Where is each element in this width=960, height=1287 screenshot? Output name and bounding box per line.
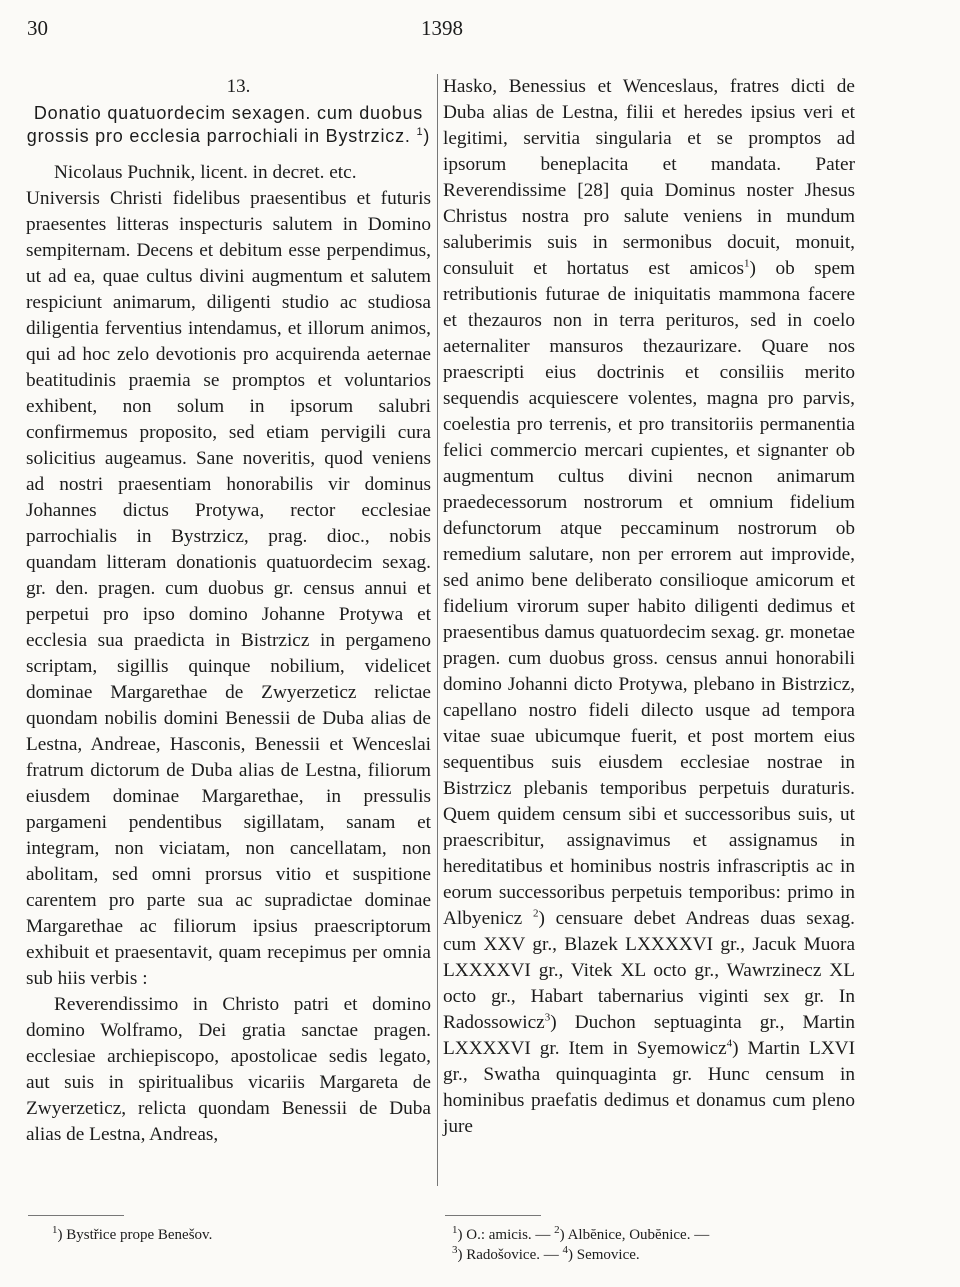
body-paragraph: Universis Christi fidelibus praesentibus et futuris praesentes litteras inspecturis salutem in Domino sempiternam. Decens et debitum esse perpendimus, ut ad ea, quae cultus divini augmentum et salutem respiciunt animarum, diligenti studio ac studiosa diligentia ferventius intendamus, et illorum animos, qui ad hoc zelo devotionis pro acquirenda aeternae beatitudinis praemia se promptos et voluntarios exhibent, non solum in ipsorum salubri confirmemus proposito, sed etiam pervigili cura solicitius augeamus. Sane noveritis, quod veniens ad nostri praesentiam honorabilis vir dominus Johannes dictus Protywa, rector ecclesiae parrochialis in Bystrzicz, prag. dioc., nobis quandam litteram donationis quatuordecim sexag. gr. den. pragen. cum duobus gr. census annui et perpetui pro ipso domino Johanne Protywa et ecclesia sua praedicta in Bistrzicz in pergameno scriptam, sigillis quinque nobilium, videlicet dominae Margarethae de Zwyerzeticz relictae quondam nobilis domini Benessii de Duba alias de Lestna, Andreae, Hasconis, Benessii et Wenceslai fratrum dictorum de Duba alias de Lestna, filiorum eiusdem dominae Margarethae, in pressulis pargameni pendentibus sigillatam, sanam et integram, non viciatam, non cancellatam, non abolitam, sed omni prorsus vitio et suspitione carentem pro parte sua ac supradictae dominae Margarethae ac filiorum ipsius praescriptorum exhibuit et praesentavit, quam recepimus per omnia sub hiis verbis : [26, 188, 431, 989]
footnote-text: Radošovice. — [466, 1247, 559, 1263]
document-number: 13. [226, 76, 251, 97]
footnote-marker: 2 [554, 1224, 560, 1236]
footnotes-right [452, 1225, 852, 1265]
footnote-marker: 4 [562, 1244, 568, 1256]
footnote-text: O.: amicis. — [466, 1227, 551, 1243]
text-run: censuare debet Andreas duas sexag. cum XXV gr., Blazek LXXXXVI gr., Jacuk Muora LXXXXVI gr., Vitek XL octo gr., Wawrzinecz XL octo gr., Habart tabernarius viginti sex gr. In Radossowicz [443, 908, 855, 1033]
text-run: Martin LXVI gr., Swatha quinquaginta gr. Hunc censum in hominibus praefatis dedimus et donamus cum pleno jure [443, 1038, 855, 1137]
left-column [26, 74, 431, 1148]
footnote-ref: 1 [743, 257, 750, 270]
footnote-text: Bystřice prope Benešov. [66, 1227, 213, 1243]
footnote-line: $^3$) Radošovice. — $^4$) Semovice. [452, 1244, 640, 1263]
footnote-marker: 3 [452, 1244, 458, 1256]
footnote-ref: 3 [544, 1011, 551, 1024]
footnote-text: Semovice. [576, 1247, 640, 1263]
footnote-ref: 4 [726, 1037, 733, 1050]
footnote-line: $^1$) O.: amicis. — $^2$) Albĕnice, Oubĕnice. — [452, 1224, 710, 1243]
footnote-ref: 2 [532, 907, 539, 920]
text-run: ob spem retributionis futurae de iniquitatis mammona facere et thezauros non in terra perituros, sed in coelo aeternaliter mansuros thezaurizare. Quare nos praescripti eius doctrinis et consiliis merito sequendis acquiescere volentes, magna pro parvis, coelestia pro terrenis, et pro transitoriis permanentia felici commercio mercari cupientes, et signanter ob augmentum cultus divini necnon animarum praedecessorum nostrorum et omnium fidelium defunctorum atque peccaminum nostrorum ob remedium salutare, non per errorem aut improvide, sed animo bene deliberato consilioque amicorum et fidelium virorum super habito diligenti dedimus et praesentibus damus quatuordecim sexag. gr. monetae pragen. cum duobus gross. census annui honorabili domino Johanni dicto Protywa, plebano in Bistrzicz, capellano nostro fideli dilecto usque ad tempora vitae suae ubicumque fuerit, et post mortem eius sequentibus suis eiusdem ecclesiae nostrae in Bistrzicz plebanis temporibus perpetuis duraturis. Quem quidem censum sibi et successoribus suis, ut praescribitur, assignavimus et assignamus in hereditatibus et hominibus nostris infrascriptis ac in eorum successoribus perpetuis temporibus: primo in Albyenicz [443, 258, 855, 929]
document-title: Donatio quatuordecim sexagen. cum duobus grossis pro ecclesia parrochiali in Bystrzicz. $^1$) [26, 103, 431, 146]
body-paragraph: Hasko, Benessius et Wenceslaus, fratres dicti de Duba alias de Lestna, filii et heredes ipsius veri et legitimi, servitia singularia et se promptos ad ipsorum beneplacita et mandata. Pater Reverendissime [28] quia Dominus noster Jhesus Christus nostra pro salute veniens in mundum saluberimis suis in sermonibus docuit, monuit, consuluit et hortatus est amicos$^1$) ob spem retributionis futurae de iniquitatis mammona facere et thezauros non in terra perituros, sed in coelo aeternaliter mansuros thezaurizare. Quare nos praescripti eius doctrinis et consiliis merito sequendis acquiescere volentes, magna pro parvis, coelestia pro terrenis, et pro transitoriis permanentia felici commercio mercari cupientes, et signanter ob augmentum cultus divini necnon animarum praedecessorum nostrorum et omnium fidelium defunctorum atque peccaminum nostrorum ob remedium salutare, non per errorem aut improvide, sed animo bene deliberato consilioque amicorum et fidelium virorum super habito diligenti dedimus et praesentibus damus quatuordecim sexag. gr. monetae pragen. cum duobus gross. census annui honorabili domino Johanni dicto Protywa, plebano in Bistrzicz, capellano nostro fideli dilecto usque ad tempora vitae suae ubicumque fuerit, et post mortem eius sequentibus suis eiusdem ecclesiae nostrae in Bistrzicz plebanis temporibus perpetuis duraturis. Quem quidem censum sibi et successoribus suis, ut praescribitur, assignavimus et assignamus in hereditatibus et hominibus nostris infrascriptis ac in eorum successoribus perpetuis temporibus: primo in Albyenicz $^2$) censuare debet Andreas duas sexag. cum XXV gr., Blazek LXXXXVI gr., Jacuk Muora LXXXXVI gr., Vitek XL octo gr., Wawrzinecz XL octo gr., Habart tabernarius viginti sex gr. In Radossowicz$^3$) Duchon septuaginta gr., Martin LXXXXVI gr. Item in Syemowicz$^4$) Martin LXVI gr., Swatha quinquaginta gr. Hunc censum in hominibus praefatis dedimus et donamus cum pleno jure [443, 76, 855, 1137]
footnote-ref: 1 [416, 126, 424, 138]
text-run: Duchon septuaginta gr., Martin LXXXXVI gr. Item in Syemowicz [443, 1012, 855, 1059]
column-divider [437, 74, 438, 1186]
page-year: 1398 [421, 16, 463, 40]
footnote-marker: 1 [452, 1224, 458, 1236]
body-paragraph: Reverendissimo in Christo patri et domino domino Wolframo, Dei gratia sanctae pragen. ecclesiae archiepiscopo, apostolicae sedis legato, aut suis in spiritualibus vicariis Margareta de Zwyerzeticz, relicta quondam Benessii de Duba alias de Lestna, Andreas, [26, 994, 431, 1145]
footnote-left: $^1$) Bystřice prope Benešov. [52, 1224, 213, 1243]
footnote-rule [28, 1215, 124, 1216]
footnote-text: Albĕnice, Oubĕnice. — [567, 1227, 710, 1243]
page-number: 30 [27, 16, 48, 40]
footnote-marker: 1 [52, 1224, 58, 1236]
page-header [0, 16, 960, 46]
text-run: Hasko, Benessius et Wenceslaus, fratres dicti de Duba alias de Lestna, filii et heredes ipsius veri et legitimi, servitia singularia et se promptos ad ipsorum beneplacita et mandata. Pater Reverendissime [28] quia Dominus noster Jhesus Christus nostra pro salute veniens in mundum saluberimis suis in sermonibus docuit, monuit, consuluit et hortatus est amicos [443, 76, 855, 279]
right-column [443, 74, 855, 1140]
footnote-rule [445, 1215, 541, 1216]
issuer-line: Nicolaus Puchnik, licent. in decret. etc. [54, 162, 357, 183]
document-title-text: Donatio quatuordecim sexagen. cum duobus grossis pro ecclesia parrochiali in Bystrzicz. [26, 103, 424, 146]
